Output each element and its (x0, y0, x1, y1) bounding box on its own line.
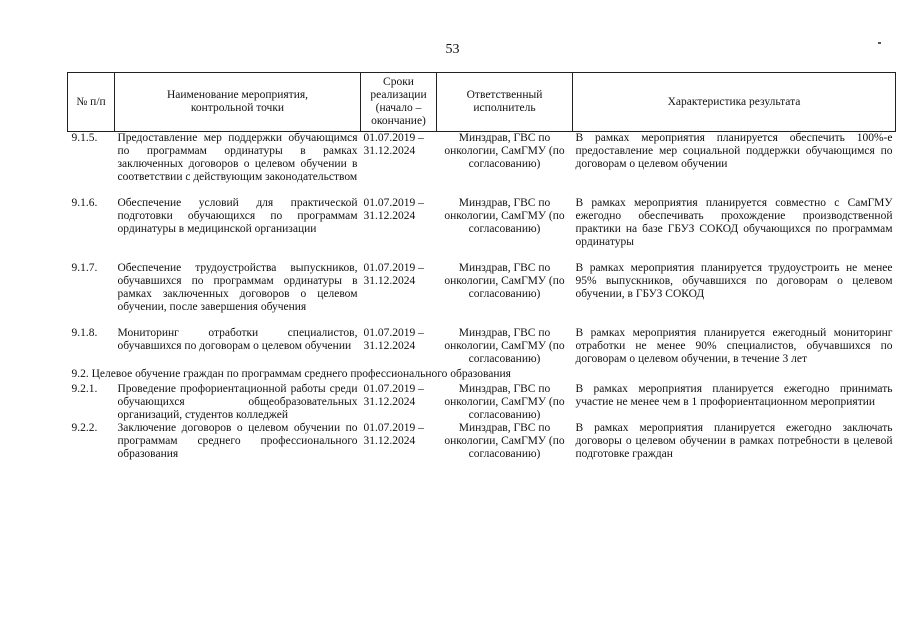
row-dates: 01.07.2019 – 31.12.2024 (363, 383, 424, 408)
row-num: 9.1.5. (71, 132, 98, 144)
row-dates: 01.07.2019 – 31.12.2024 (363, 132, 424, 157)
row-num: 9.1.6. (71, 197, 98, 209)
row-dates: 01.07.2019 – 31.12.2024 (363, 327, 424, 352)
row-name: Заключение договоров о целевом обучении по программам среднего профессионального образования (117, 422, 358, 460)
header-name: Наименование мероприятия, контрольной точки (115, 73, 361, 132)
row-executor: Минздрав, ГВС по онкологии, СамГМУ (по согласованию) (444, 132, 565, 170)
row-result: В рамках мероприятия планируется ежегодно принимать участие не менее чем в 1 профориентационном мероприятии (575, 383, 893, 408)
row-executor: Минздрав, ГВС по онкологии, СамГМУ (по согласованию) (444, 422, 565, 460)
row-result: В рамках мероприятия планируется ежегодно заключать договоры о целевом обучении в рамках потребности в целевой подготовке граждан (575, 422, 893, 460)
row-result: В рамках мероприятия планируется ежегодный мониторинг отработки не менее 90% специалистов, обучавшихся по договорам о целевом обучении, в течение 3 лет (575, 327, 893, 365)
header-num: № п/п (68, 73, 115, 132)
row-num: 9.2.2. (71, 422, 98, 434)
table-row (68, 132, 896, 185)
row-num: 9.2.1. (71, 383, 98, 395)
row-name: Обеспечение условий для практической подготовки обучающихся по программам ординатуры в медицинской организации (117, 197, 358, 235)
row-executor: Минздрав, ГВС по онкологии, СамГМУ (по согласованию) (444, 262, 565, 300)
activities-table (67, 72, 896, 461)
header-result: Характеристика результата (573, 73, 896, 132)
table-row (68, 383, 896, 422)
row-dates: 01.07.2019 – 31.12.2024 (363, 197, 424, 222)
table-row (68, 262, 896, 314)
page-number: 53 (445, 42, 460, 57)
row-executor: Минздрав, ГВС по онкологии, СамГМУ (по согласованию) (444, 327, 565, 365)
row-num: 9.1.8. (71, 327, 98, 339)
row-executor: Минздрав, ГВС по онкологии, СамГМУ (по согласованию) (444, 383, 565, 421)
table-header-row (68, 73, 896, 132)
row-num: 9.1.7. (71, 262, 98, 274)
table-row (68, 422, 896, 461)
row-name: Мониторинг отработки специалистов, обучавшихся по договорам о целевом обучении (117, 327, 358, 352)
table-row (68, 327, 896, 366)
row-dates: 01.07.2019 – 31.12.2024 (363, 422, 424, 447)
row-result: В рамках мероприятия планируется обеспечить 100%-е предоставление мер социальной поддержки обучающимся по договорам о целевом обучении (575, 132, 893, 170)
row-result: В рамках мероприятия планируется совместно с СамГМУ ежегодно обеспечивать прохождение производственной практики на базе ГБУЗ СОКОД обучающихся по программам ординатуры (575, 197, 893, 248)
row-result: В рамках мероприятия планируется трудоустроить не менее 95% выпускников, обучавшихся по договорам о целевом обучении, в ГБУЗ СОКОД (575, 262, 893, 300)
row-name: Предоставление мер поддержки обучающимся по программам ординатуры в рамках заключенных договоров о целевом обучении в соответствии с действующим законодательством (117, 132, 358, 183)
scan-mark (878, 42, 881, 44)
header-dates: Сроки реализации (начало – окончание) (361, 73, 437, 132)
section-heading-row (68, 366, 896, 383)
table-row (68, 197, 896, 249)
row-name: Проведение профориентационной работы среди обучающихся общеобразовательных организаций, студентов колледжей (117, 383, 358, 421)
row-name: Обеспечение трудоустройства выпускников, обучавшихся по программам ординатуры в рамках заключенных договоров о целевом обучении, после завершения обучения (117, 262, 358, 313)
section-heading: 9.2. Целевое обучение граждан по программам среднего профессионального образования (71, 368, 511, 380)
row-dates: 01.07.2019 – 31.12.2024 (363, 262, 424, 287)
header-executor: Ответственный исполнитель (437, 73, 573, 132)
row-executor: Минздрав, ГВС по онкологии, СамГМУ (по согласованию) (444, 197, 565, 235)
